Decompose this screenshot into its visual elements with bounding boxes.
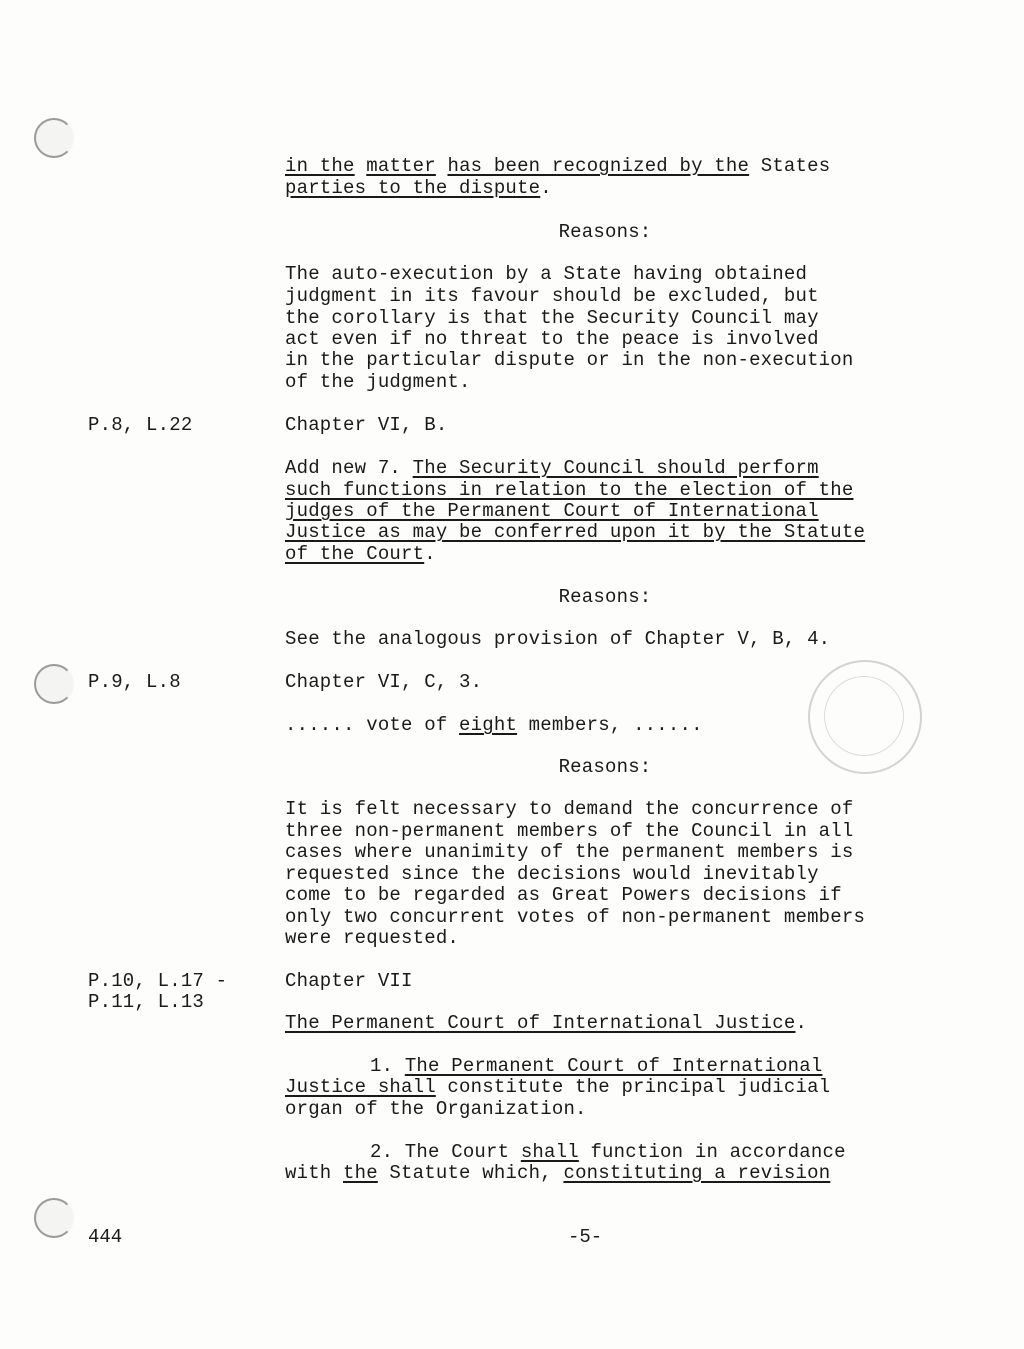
text-line: See the analogous provision of Chapter V, B, 4. [285, 628, 831, 650]
punch-hole [34, 118, 74, 158]
text-line: the corollary is that the Security Council may [285, 307, 819, 329]
text-line: organ of the Organization. [285, 1098, 587, 1120]
text-line: of the Court. [285, 543, 436, 565]
text-line: act even if no threat to the peace is involved [285, 328, 819, 350]
text-line: three non-permanent members of the Council in all [285, 820, 854, 842]
reasons-heading: Reasons: [558, 221, 652, 243]
text-line: only two concurrent votes of non-permanent members [285, 906, 866, 928]
text-line: of the judgment. [285, 371, 471, 393]
document-number: 444 [88, 1226, 123, 1248]
text-line: It is felt necessary to demand the concurrence of [285, 798, 854, 820]
chapter-heading: Chapter VII [285, 970, 413, 992]
text-line: The auto-execution by a State having obtained [285, 263, 808, 285]
text-line: with the Statute which, constituting a revision [285, 1162, 831, 1184]
margin-reference: P.8, L.22 [88, 414, 193, 436]
text-line: 2. The Court shall function in accordance [370, 1141, 846, 1163]
text-line: in the matter has been recognized by the States [285, 155, 831, 177]
chapter-heading: Chapter VI, B. [285, 414, 448, 436]
text-line: in the particular dispute or in the non-execution [285, 349, 854, 371]
text-line: Add new 7. The Security Council should perform [285, 457, 819, 479]
section-title: The Permanent Court of International Justice. [285, 1012, 808, 1034]
punch-hole [34, 1198, 74, 1238]
text-line: ...... vote of eight members, ...... [285, 714, 703, 736]
text-line: 1. The Permanent Court of International [370, 1055, 823, 1077]
text-line: Justice as may be conferred upon it by the Statute [285, 521, 866, 543]
page-number: -5- [568, 1226, 603, 1248]
punch-hole [34, 664, 74, 704]
text-line: cases where unanimity of the permanent members is [285, 841, 854, 863]
text-line: Justice shall constitute the principal judicial [285, 1076, 831, 1098]
text-line: come to be regarded as Great Powers decisions if [285, 884, 842, 906]
reasons-heading: Reasons: [558, 756, 652, 778]
margin-reference: P.11, L.13 [88, 991, 205, 1013]
text-line: were requested. [285, 927, 460, 949]
text-line: judgment in its favour should be excluded, but [285, 285, 819, 307]
chapter-heading: Chapter VI, C, 3. [285, 671, 483, 693]
margin-reference: P.9, L.8 [88, 671, 181, 693]
text-line: judges of the Permanent Court of International [285, 500, 819, 522]
margin-reference: P.10, L.17 - [88, 970, 228, 992]
text-line: requested since the decisions would inevitably [285, 863, 819, 885]
reasons-heading: Reasons: [558, 586, 652, 608]
text-line: such functions in relation to the election of the [285, 479, 854, 501]
text-line: parties to the dispute. [285, 177, 552, 199]
